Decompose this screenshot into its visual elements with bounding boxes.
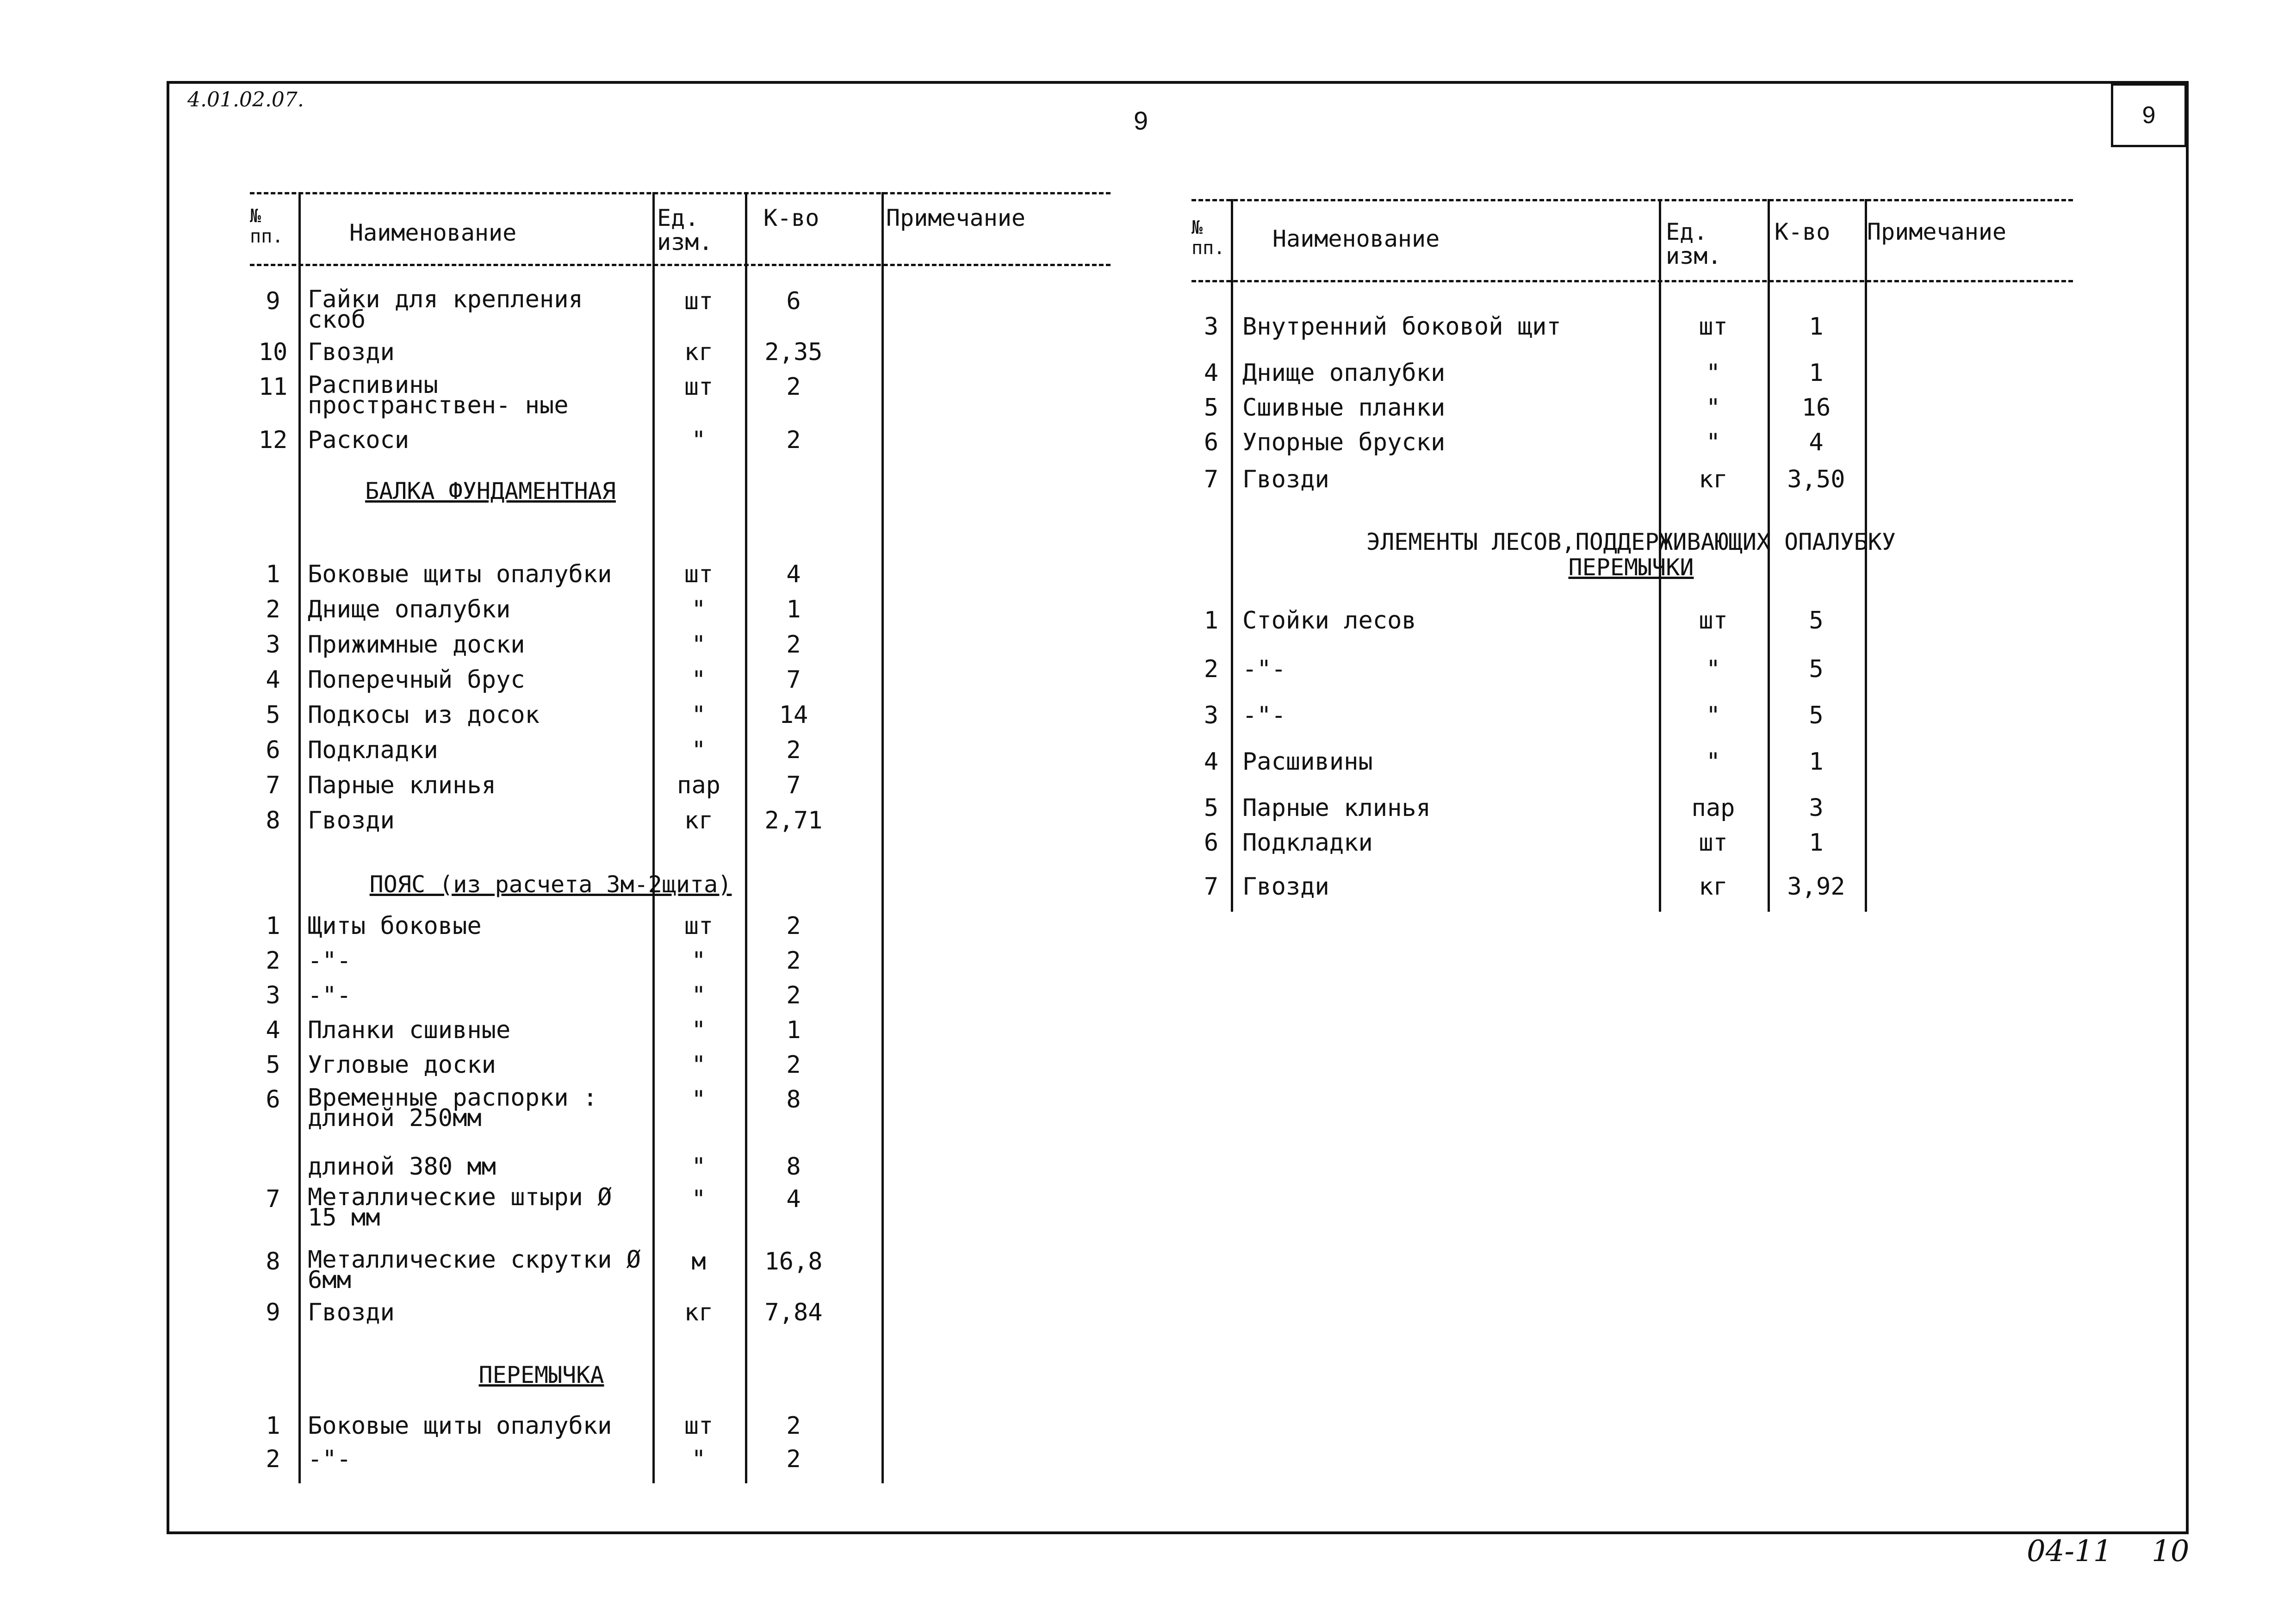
column-divider (881, 192, 884, 1483)
header-bottom-rule (1191, 280, 2073, 282)
item-name: Гвозди (1242, 873, 1329, 901)
unit: кг (684, 807, 714, 834)
quantity: 5 (1809, 655, 1824, 683)
unit: шт (1699, 829, 1728, 857)
quantity: 8 (786, 1153, 801, 1181)
row-number: 8 (266, 807, 280, 834)
unit: шт (1699, 313, 1728, 341)
quantity: 14 (779, 701, 808, 729)
quantity: 2,35 (764, 338, 823, 366)
quantity: 2 (786, 982, 801, 1009)
unit: " (1706, 429, 1721, 456)
quantity: 2 (786, 947, 801, 975)
row-number: 6 (1204, 829, 1219, 857)
item-name: Сшивные планки (1242, 394, 1446, 422)
quantity: 7 (786, 772, 801, 799)
quantity: 1 (1809, 829, 1824, 857)
item-name: Поперечный брус (308, 666, 525, 694)
unit: " (691, 1185, 706, 1213)
item-name: Раскоси (308, 426, 410, 454)
unit: " (691, 982, 706, 1009)
unit: " (1706, 702, 1721, 729)
row-number: 10 (258, 338, 288, 366)
section-title-scaffold-2: ПЕРЕМЫЧКИ (1568, 554, 1694, 581)
header-note: Примечание (886, 205, 1026, 231)
header-bottom-rule (250, 264, 1111, 266)
row-number: 2 (266, 596, 280, 623)
row-number: 12 (258, 426, 288, 454)
row-number: 2 (1204, 655, 1219, 683)
quantity: 16 (1801, 394, 1831, 422)
quantity: 2 (786, 1412, 801, 1440)
item-name: длиной 380 мм (308, 1153, 496, 1181)
unit: " (691, 631, 706, 659)
quantity: 2 (786, 1445, 801, 1473)
item-name: Боковые щиты опалубки (308, 560, 612, 588)
unit: " (691, 701, 706, 729)
row-number: 9 (266, 1299, 280, 1326)
quantity: 2 (786, 631, 801, 659)
quantity: 1 (1809, 359, 1824, 387)
quantity: 3,50 (1787, 466, 1845, 493)
item-name: Боковые щиты опалубки (308, 1412, 612, 1440)
row-number: 5 (1204, 394, 1219, 422)
header-note: Примечание (1867, 218, 2007, 245)
page-number-box: 9 (2111, 83, 2187, 147)
header-unit: Ед. изм. (657, 205, 713, 255)
quantity: 1 (1809, 748, 1824, 776)
item-name: -"- (1242, 702, 1286, 729)
item-name: Прижимные доски (308, 631, 525, 659)
row-number: 6 (266, 1086, 280, 1114)
item-name: Металлические штыри Ø 15 мм (308, 1183, 612, 1232)
unit: шт (684, 287, 714, 315)
unit: " (691, 1153, 706, 1181)
item-name: Временные распорки : длиной 250мм (308, 1084, 598, 1132)
document-code: 4.01.02.07. (187, 88, 304, 112)
unit: кг (684, 338, 714, 366)
row-number: 3 (266, 631, 280, 659)
section-title-belt: ПОЯС (из расчета 3м-2щита) (369, 871, 732, 898)
quantity: 1 (786, 596, 801, 623)
unit: м (691, 1248, 706, 1276)
unit: шт (684, 1412, 714, 1440)
item-name: Гвозди (308, 807, 395, 834)
unit: пар (1691, 794, 1735, 822)
row-number: 7 (266, 772, 280, 799)
unit: " (1706, 394, 1721, 422)
header-num: № пп. (1191, 217, 1225, 259)
page-number-top: 9 (1134, 106, 1148, 135)
left-specification-table (250, 192, 1111, 1483)
row-number: 4 (1204, 748, 1219, 776)
row-number: 5 (266, 701, 280, 729)
row-number: 3 (1204, 702, 1219, 729)
unit: кг (1699, 873, 1728, 901)
quantity: 5 (1809, 702, 1824, 729)
header-name: Наименование (1272, 225, 1440, 252)
footer-sheet-number: 10 (2152, 1534, 2190, 1568)
quantity: 4 (786, 560, 801, 588)
unit: " (1706, 359, 1721, 387)
row-number: 2 (266, 1445, 280, 1473)
quantity: 16,8 (764, 1248, 823, 1276)
unit: кг (684, 1299, 714, 1326)
section-title-beam: БАЛКА ФУНДАМЕНТНАЯ (365, 478, 616, 504)
row-number: 5 (1204, 794, 1219, 822)
quantity: 4 (786, 1185, 801, 1213)
item-name: Стойки лесов (1242, 607, 1416, 635)
row-number: 1 (266, 560, 280, 588)
unit: " (1706, 748, 1721, 776)
header-num: № пп. (250, 205, 284, 247)
right-specification-table (1191, 199, 2073, 912)
column-divider (1231, 199, 1233, 912)
quantity: 2 (786, 736, 801, 764)
unit: " (691, 1445, 706, 1473)
quantity: 3,92 (1787, 873, 1845, 901)
item-name: -"- (308, 947, 351, 975)
item-name: Гвозди (308, 1299, 395, 1326)
unit: " (691, 1016, 706, 1044)
unit: " (1706, 655, 1721, 683)
quantity: 1 (1809, 313, 1824, 341)
header-top-rule (1191, 199, 2073, 201)
row-number: 4 (1204, 359, 1219, 387)
header-name: Наименование (349, 219, 517, 246)
item-name: -"- (308, 982, 351, 1009)
unit: " (691, 1051, 706, 1079)
quantity: 6 (786, 287, 801, 315)
quantity: 2 (786, 912, 801, 940)
item-name: Подкосы из досок (308, 701, 540, 729)
item-name: Упорные бруски (1242, 429, 1446, 456)
unit: " (691, 1086, 706, 1114)
quantity: 2 (786, 1051, 801, 1079)
item-name: Расшивины (1242, 748, 1373, 776)
row-number: 7 (1204, 466, 1219, 493)
item-name: Днище опалубки (308, 596, 511, 623)
item-name: Гвозди (1242, 466, 1329, 493)
row-number: 2 (266, 947, 280, 975)
item-name: Внутренний боковой щит (1242, 313, 1561, 341)
unit: " (691, 426, 706, 454)
row-number: 11 (258, 373, 288, 401)
item-name: -"- (1242, 655, 1286, 683)
item-name: Планки сшивные (308, 1016, 511, 1044)
row-number: 8 (266, 1248, 280, 1276)
quantity: 7,84 (764, 1299, 823, 1326)
section-title-scaffold: ЭЛЕМЕНТЫ ЛЕСОВ,ПОДДЕРЖИВАЮЩИХ ОПАЛУБКУ (1366, 529, 1896, 555)
item-name: Щиты боковые (308, 912, 482, 940)
row-number: 5 (266, 1051, 280, 1079)
row-number: 3 (266, 982, 280, 1009)
quantity: 4 (1809, 429, 1824, 456)
unit: пар (677, 772, 720, 799)
item-name: Распивины пространствен- ные (308, 371, 569, 419)
footer-sheet-code: 04-11 (2027, 1534, 2112, 1568)
row-number: 1 (1204, 607, 1219, 635)
unit: шт (684, 373, 714, 401)
row-number: 7 (266, 1185, 280, 1213)
row-number: 6 (266, 736, 280, 764)
item-name: Подкладки (308, 736, 438, 764)
column-divider (298, 192, 301, 1483)
item-name: -"- (308, 1445, 351, 1473)
row-number: 4 (266, 666, 280, 694)
unit: кг (1699, 466, 1728, 493)
row-number: 4 (266, 1016, 280, 1044)
quantity: 2 (786, 426, 801, 454)
unit: шт (1699, 607, 1728, 635)
quantity: 1 (786, 1016, 801, 1044)
row-number: 6 (1204, 429, 1219, 456)
unit: " (691, 736, 706, 764)
item-name: Подкладки (1242, 829, 1373, 857)
item-name: Металлические скрутки Ø 6мм (308, 1246, 641, 1294)
quantity: 2 (786, 373, 801, 401)
unit: " (691, 596, 706, 623)
quantity: 5 (1809, 607, 1824, 635)
header-qty: К-во (763, 205, 819, 231)
item-name: Угловые доски (308, 1051, 496, 1079)
row-number: 9 (266, 287, 280, 315)
row-number: 3 (1204, 313, 1219, 341)
header-unit: Ед. изм. (1666, 218, 1722, 269)
item-name: Днище опалубки (1242, 359, 1446, 387)
item-name: Гайки для крепления скоб (308, 286, 583, 334)
quantity: 3 (1809, 794, 1824, 822)
unit: шт (684, 912, 714, 940)
item-name: Гвозди (308, 338, 395, 366)
row-number: 1 (266, 1412, 280, 1440)
quantity: 7 (786, 666, 801, 694)
unit: шт (684, 560, 714, 588)
section-title-lintel: ПЕРЕМЫЧКА (478, 1362, 604, 1388)
row-number: 1 (266, 912, 280, 940)
header-top-rule (250, 192, 1111, 194)
header-qty: К-во (1775, 218, 1831, 245)
item-name: Парные клинья (1242, 794, 1431, 822)
unit: " (691, 666, 706, 694)
row-number: 7 (1204, 873, 1219, 901)
quantity: 8 (786, 1086, 801, 1114)
quantity: 2,71 (764, 807, 823, 834)
unit: " (691, 947, 706, 975)
item-name: Парные клинья (308, 772, 496, 799)
